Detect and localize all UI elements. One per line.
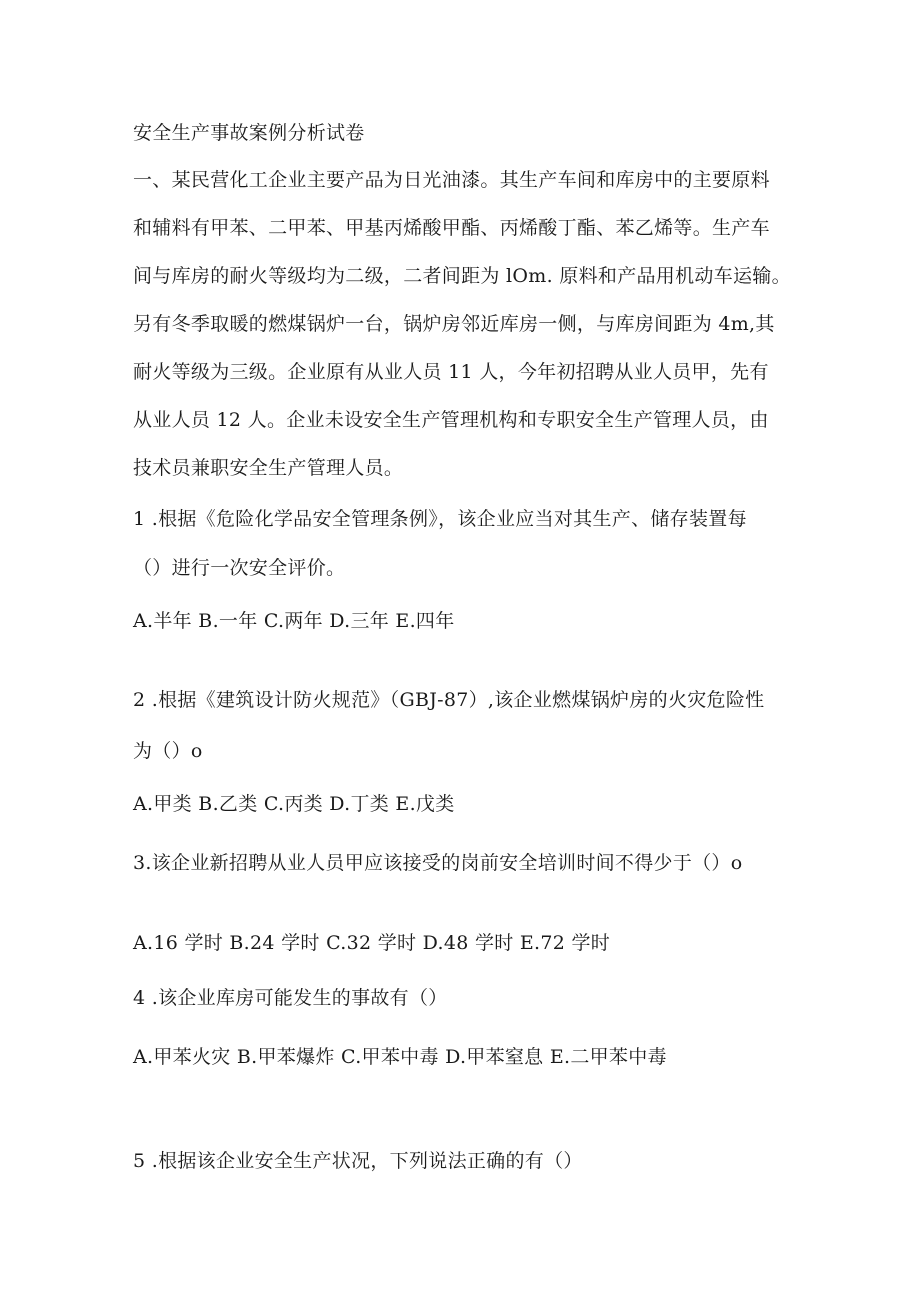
question-2-text-cont: 为（）o (133, 740, 203, 762)
intro-line-3: 间与库房的耐火等级均为二级，二者间距为 lOm. 原料和产品用机动车运输。 (133, 265, 791, 287)
question-2-options: A.甲类 B.乙类 C.丙类 D.丁类 E.戊类 (133, 793, 455, 815)
question-1-options: A.半年 B.一年 C.两年 D.三年 E.四年 (133, 610, 455, 632)
question-4-text: 4 .该企业库房可能发生的事故有（） (133, 987, 448, 1009)
document-title: 安全生产事故案例分析试卷 (133, 122, 365, 144)
question-4-options: A.甲苯火灾 B.甲苯爆炸 C.甲苯中毒 D.甲苯窒息 E.二甲苯中毒 (133, 1046, 667, 1068)
intro-line-6: 从业人员 12 人。企业未设安全生产管理机构和专职安全生产管理人员，由 (133, 409, 769, 431)
intro-line-1: 一、某民营化工企业主要产品为日光油漆。其生产车间和库房中的主要原料 (133, 169, 770, 191)
question-3-options: A.16 学时 B.24 学时 C.32 学时 D.48 学时 E.72 学时 (133, 932, 611, 954)
question-3-text: 3.该企业新招聘从业人员甲应该接受的岗前安全培训时间不得少于（）o (133, 852, 743, 874)
intro-line-2: 和辅料有甲苯、二甲苯、甲基丙烯酸甲酯、丙烯酸丁酯、苯乙烯等。生产车 (133, 217, 770, 239)
question-1-text: 1 .根据《危险化学品安全管理条例》，该企业应当对其生产、储存装置每 (133, 508, 747, 530)
intro-line-4: 另有冬季取暖的燃煤锅炉一台，锅炉房邻近库房一侧，与库房间距为 4m,其 (133, 313, 775, 335)
question-1-text-cont: （）进行一次安全评价。 (133, 557, 346, 579)
intro-line-7: 技术员兼职安全生产管理人员。 (133, 457, 404, 479)
question-5-text: 5 .根据该企业安全生产状况，下列说法正确的有（） (133, 1150, 583, 1172)
question-2-text: 2 .根据《建筑设计防火规范》（GBJ-87）,该企业燃煤锅炉房的火灾危险性 (133, 689, 765, 711)
intro-line-5: 耐火等级为三级。企业原有从业人员 11 人，今年初招聘从业人员甲，先有 (133, 361, 769, 383)
